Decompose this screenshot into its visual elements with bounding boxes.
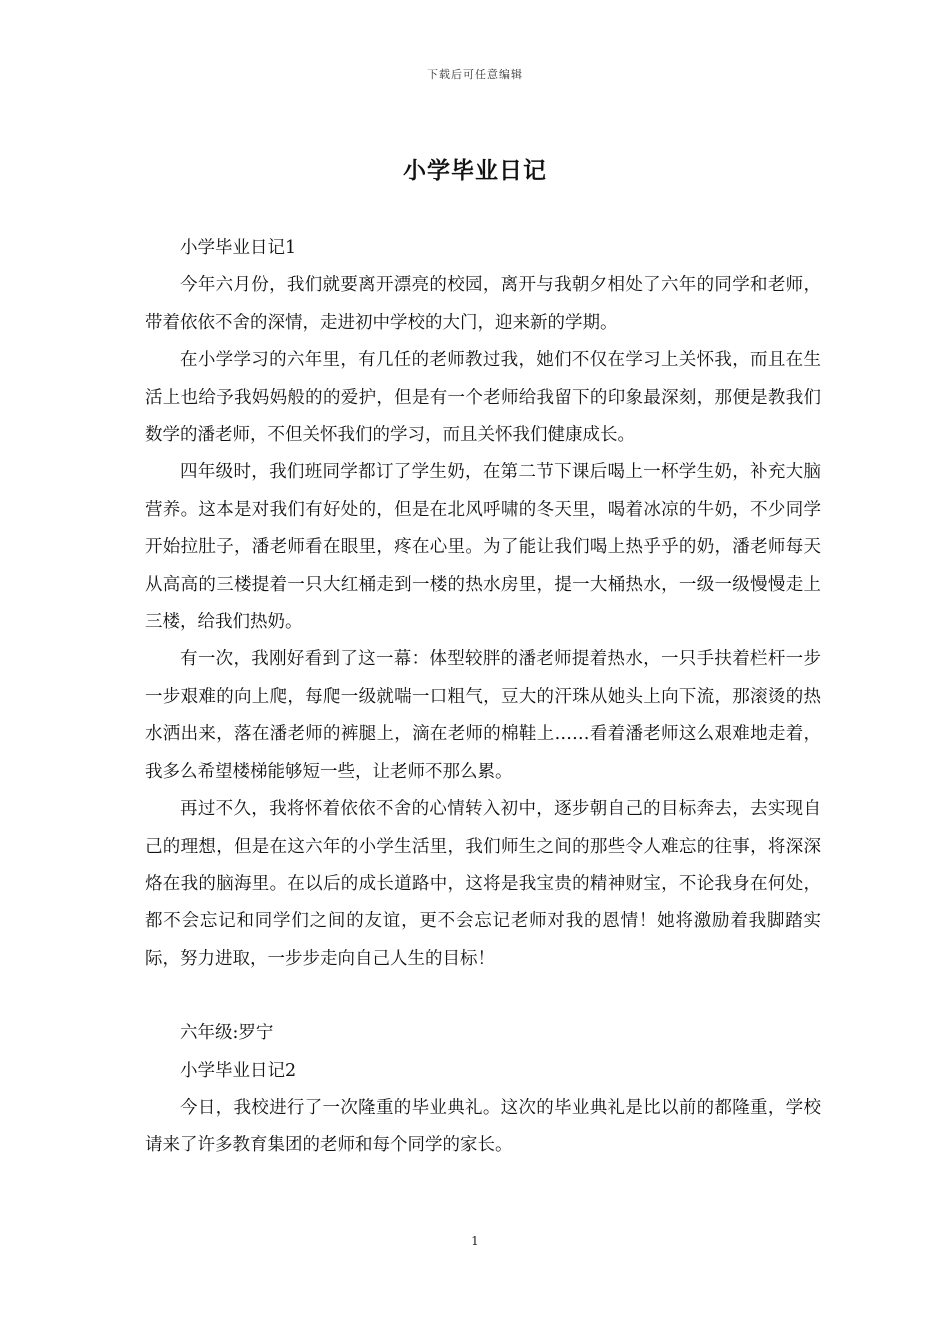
document-body bbox=[145, 230, 821, 1165]
page-number: 1 bbox=[471, 1234, 479, 1248]
entry-1-signature: 六年级:罗宁 bbox=[180, 1023, 274, 1044]
entry-1-paragraph-5: 再过不久，我将怀着依依不舍的心情转入初中，逐步朝自己的目标奔去，去实现自己的理想，但是在这六年的小学生活里，我们师生之间的那些令人难忘的往事，将深深烙在我的脑海里。在以后的成长道路中，这将是我宝贵的精神财宝，不论我身在何处，都不会忘记和同学们之间的友谊，更不会忘记老师对我的恩情！她将激励着我脚踏实际，努力进取，一步步走向自己人生的目标！ bbox=[145, 799, 821, 969]
entry-1-paragraph-3: 四年级时，我们班同学都订了学生奶，在第二节下课后喝上一杯学生奶，补充大脑营养。这本是对我们有好处的，但是在北风呼啸的冬天里，喝着冰凉的牛奶，不少同学开始拉肚子，潘老师看在眼里，疼在心里。为了能让我们喝上热乎乎的奶，潘老师每天从高高的三楼提着一只大红桶走到一楼的热水房里，提一大桶热水，一级一级慢慢走上三楼，给我们热奶。 bbox=[145, 462, 821, 633]
entry-1-paragraph-2: 在小学学习的六年里，有几任的老师教过我，她们不仅在学习上关怀我，而且在生活上也给予我妈妈般的的爱护，但是有一个老师给我留下的印象最深刻，那便是教我们数学的潘老师，不但关怀我们的学习，而且关怀我们健康成长。 bbox=[145, 350, 821, 446]
entry-1-heading: 小学毕业日记1 bbox=[180, 238, 297, 258]
document-title: 小学毕业日记 bbox=[403, 157, 547, 184]
header-note: 下载后可任意编辑 bbox=[427, 68, 523, 81]
entry-2-heading: 小学毕业日记2 bbox=[180, 1060, 297, 1081]
entry-1-paragraph-4: 有一次，我刚好看到了这一幕：体型较胖的潘老师提着热水，一只手扶着栏杆一步一步艰难的向上爬，每爬一级就喘一口粗气，豆大的汗珠从她头上向下流，那滚烫的热水洒出来，落在潘老师的裤腿上，滴在老师的棉鞋上……看着潘老师这么艰难地走着，我多么希望楼梯能够短一些，让老师不那么累。 bbox=[145, 649, 821, 782]
paragraph-spacer bbox=[145, 978, 821, 1015]
entry-2-paragraph-1: 今日，我校进行了一次隆重的毕业典礼。这次的毕业典礼是比以前的都隆重，学校请来了许多教育集团的老师和每个同学的家长。 bbox=[145, 1097, 821, 1156]
entry-1-paragraph-1: 今年六月份，我们就要离开漂亮的校园，离开与我朝夕相处了六年的同学和老师，带着依依不舍的深情，走进初中学校的大门，迎来新的学期。 bbox=[145, 275, 821, 333]
